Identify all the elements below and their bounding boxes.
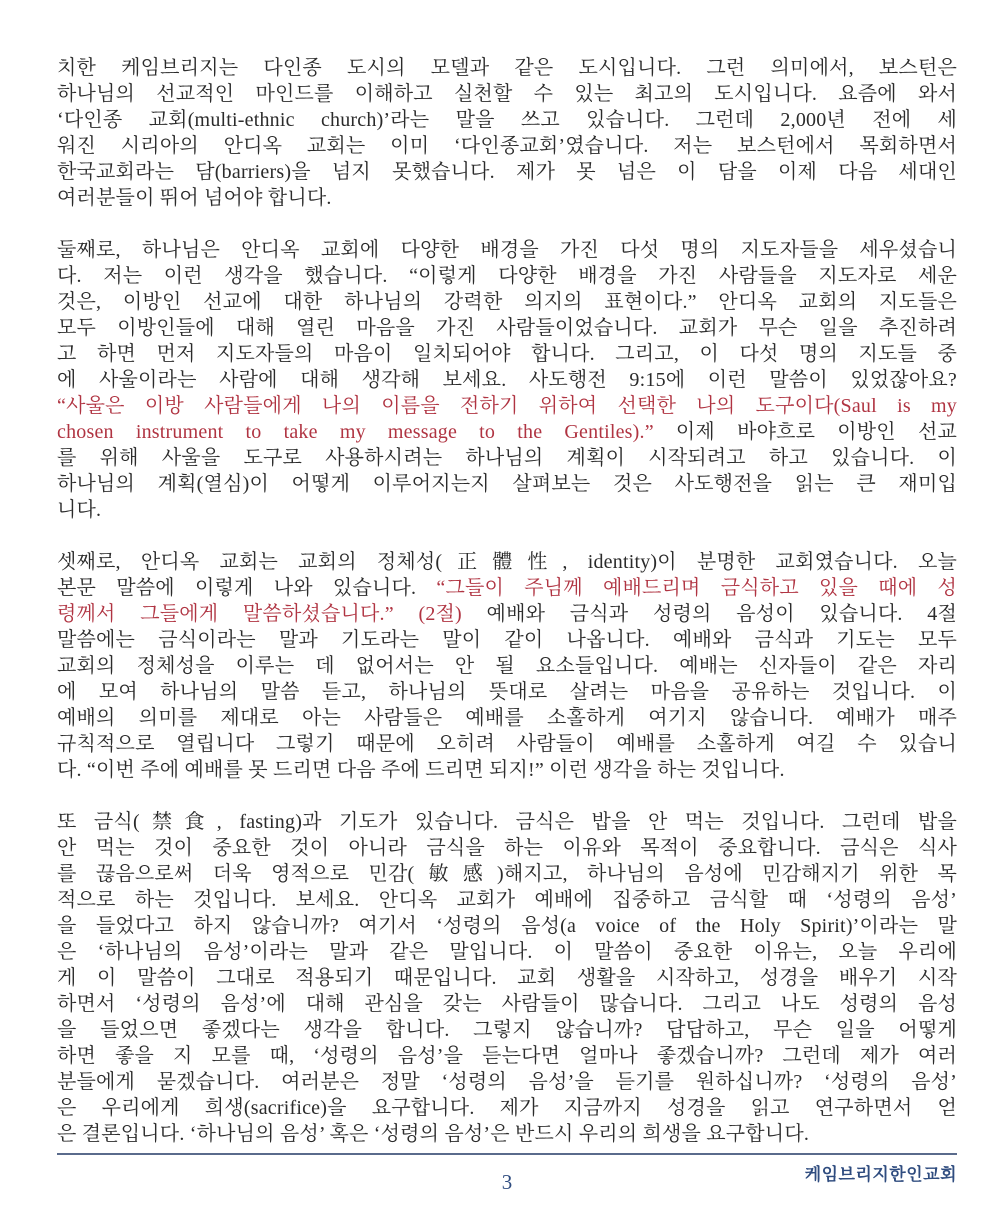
body-text-segment: 를 위해 사울을 도구로 사용하시려는 하나님의 계획이 시작되려고 하고 있습니다. 이 bbox=[57, 447, 957, 469]
body-text-segment: 을 들었으면 좋겠다는 생각을 합니다. 그렇지 않습니까? 답답하고, 무슨 일을 어떻게 bbox=[57, 1019, 957, 1041]
body-text-segment: 에 사울이라는 사람에 대해 생각해 보세요. 사도행전 9:15에 이런 말씀이 있었잖아요? bbox=[57, 369, 957, 391]
body-text-segment: 적으로 하는 것입니다. 보세요. 안디옥 교회가 예배에 집중하고 금식할 때 ‘성령의 음성’ bbox=[57, 889, 957, 911]
body-text-segment: 은 우리에게 희생(sacrifice)을 요구합니다. 제가 지금까지 성경을 읽고 연구하면서 얻 bbox=[57, 1097, 957, 1119]
text-line bbox=[57, 393, 957, 419]
text-line bbox=[57, 809, 957, 835]
body-text-segment: 워진 시리아의 안디옥 교회는 이미 ‘다인종교회’였습니다. 저는 보스턴에서 목회하면서 bbox=[57, 135, 957, 157]
text-line bbox=[57, 575, 957, 601]
body-text-segment: 고 하면 먼저 지도자들의 마음이 일치되어야 합니다. 그리고, 이 다섯 명의 지도들 중 bbox=[57, 343, 957, 365]
text-line bbox=[57, 367, 957, 393]
body-text-segment: 하면서 ‘성령의 음성’에 대해 관심을 갖는 사람들이 많습니다. 그리고 나도 성령의 음성 bbox=[57, 993, 957, 1015]
scripture-quote-text: “그들이 주님께 예배드리며 금식하고 있을 때에 성 bbox=[436, 577, 957, 599]
body-text-segment: 하나님의 선교적인 마인드를 이해하고 실천할 수 있는 최고의 도시입니다. 요즘에 와서 bbox=[57, 83, 957, 105]
body-text-segment: 치한 케임브리지는 다인종 도시의 모델과 같은 도시입니다. 그런 의미에서, 보스턴은 bbox=[57, 57, 957, 79]
body-text-segment: 이제 바야흐로 이방인 선교 bbox=[653, 421, 957, 443]
paragraph bbox=[57, 549, 957, 783]
body-text-segment: 또 금식(禁食, fasting)과 기도가 있습니다. 금식은 밥을 안 먹는 것입니다. 그런데 밥을 bbox=[57, 811, 957, 833]
body-text-segment: 예배의 의미를 제대로 아는 사람들은 예배를 소홀하게 여기지 않습니다. 예배가 매주 bbox=[57, 707, 957, 729]
text-line bbox=[57, 315, 957, 341]
text-line bbox=[57, 991, 957, 1017]
footer-page-number: 3 bbox=[501, 1170, 513, 1194]
text-line bbox=[57, 835, 957, 861]
text-line bbox=[57, 705, 957, 731]
text-line bbox=[57, 159, 957, 185]
text-line bbox=[57, 1069, 957, 1095]
text-line bbox=[57, 653, 957, 679]
body-text-segment: ‘다인종 교회(multi-ethnic church)’라는 말을 쓰고 있습니다. 그런데 2,000년 전에 세 bbox=[57, 109, 957, 131]
body-text-segment: 것은, 이방인 선교에 대한 하나님의 강력한 의지의 표현이다.” 안디옥 교회의 지도들은 bbox=[57, 291, 957, 313]
text-line bbox=[57, 81, 957, 107]
page-footer bbox=[57, 1153, 957, 1203]
text-line bbox=[57, 471, 957, 497]
text-line bbox=[57, 757, 957, 783]
body-text-segment: 셋째로, 안디옥 교회는 교회의 정체성(正體性, identity)이 분명한 교회였습니다. 오늘 bbox=[57, 551, 957, 573]
scripture-quote-text: “사울은 이방 사람들에게 나의 이름을 전하기 위하여 선택한 나의 도구이다(Saul is my bbox=[57, 395, 957, 417]
text-line bbox=[57, 1121, 957, 1147]
text-line bbox=[57, 965, 957, 991]
body-text-segment: 모두 이방인들에 대해 열린 마음을 가진 사람들이었습니다. 교회가 무슨 일을 추진하려 bbox=[57, 317, 957, 339]
text-line bbox=[57, 497, 957, 523]
body-text-segment: 예배와 금식과 성령의 음성이 있습니다. 4절 bbox=[461, 603, 957, 625]
body-text-segment: 하나님의 계획(열심)이 어떻게 이루어지는지 살펴보는 것은 사도행전을 읽는 큰 재미입 bbox=[57, 473, 957, 495]
body-text-segment: 다. 저는 이런 생각을 했습니다. “이렇게 다양한 배경을 가진 사람들을 지도자로 세운 bbox=[57, 265, 957, 287]
body-text-segment: 규칙적으로 열립니다 그렇기 때문에 오히려 사람들이 예배를 소홀하게 여길 수 있습니 bbox=[57, 733, 957, 755]
body-text-segment: 분들에게 묻겠습니다. 여러분은 정말 ‘성령의 음성’을 듣기를 원하십니까? ‘성령의 음성’ bbox=[57, 1071, 957, 1093]
text-line bbox=[57, 1043, 957, 1069]
text-line bbox=[57, 237, 957, 263]
text-line bbox=[57, 913, 957, 939]
text-line bbox=[57, 601, 957, 627]
document-body bbox=[57, 55, 957, 1147]
body-text-segment: 은 결론입니다. ‘하나님의 음성’ 혹은 ‘성령의 음성’은 반드시 우리의 희생을 요구합니다. bbox=[57, 1123, 810, 1145]
body-text-segment: 를 끊음으로써 더욱 영적으로 민감(敏感)해지고, 하나님의 음성에 민감해지기 위한 목 bbox=[57, 863, 957, 885]
scripture-quote-text: chosen instrument to take my message to the Gentiles).” bbox=[57, 421, 654, 443]
text-line bbox=[57, 445, 957, 471]
text-line bbox=[57, 289, 957, 315]
body-text-segment: 안 먹는 것이 중요한 것이 아니라 금식을 하는 이유와 목적이 중요합니다. 금식은 식사 bbox=[57, 837, 957, 859]
text-line bbox=[57, 133, 957, 159]
text-line bbox=[57, 419, 957, 445]
paragraph bbox=[57, 809, 957, 1147]
text-line bbox=[57, 1095, 957, 1121]
text-line bbox=[57, 107, 957, 133]
text-line bbox=[57, 939, 957, 965]
body-text-segment: 말씀에는 금식이라는 말과 기도라는 말이 같이 나옵니다. 예배와 금식과 기도는 모두 bbox=[57, 629, 957, 651]
paragraph bbox=[57, 55, 957, 211]
scripture-quote-text: 령께서 그들에게 말씀하셨습니다.” (2절) bbox=[57, 603, 462, 625]
text-line bbox=[57, 861, 957, 887]
paragraph bbox=[57, 237, 957, 523]
text-line bbox=[57, 1017, 957, 1043]
body-text-segment: 한국교회라는 담(barriers)을 넘지 못했습니다. 제가 못 넘은 이 담을 이제 다음 세대인 bbox=[57, 161, 957, 183]
body-text-segment: 본문 말씀에 이렇게 나와 있습니다. bbox=[57, 577, 437, 599]
body-text-segment: 하면 좋을 지 모를 때, ‘성령의 음성’을 듣는다면 얼마나 좋겠습니까? 그런데 제가 여러 bbox=[57, 1045, 957, 1067]
text-line bbox=[57, 731, 957, 757]
text-line bbox=[57, 341, 957, 367]
text-line bbox=[57, 55, 957, 81]
text-line bbox=[57, 627, 957, 653]
text-line bbox=[57, 185, 957, 211]
text-line bbox=[57, 263, 957, 289]
text-line bbox=[57, 549, 957, 575]
body-text-segment: 을 들었다고 하지 않습니까? 여기서 ‘성령의 음성(a voice of the Holy Spirit)’이라는 말 bbox=[57, 915, 957, 937]
body-text-segment: 게 이 말씀이 그대로 적용되기 때문입니다. 교회 생활을 시작하고, 성경을 배우기 시작 bbox=[57, 967, 957, 989]
text-line bbox=[57, 679, 957, 705]
body-text-segment: 에 모여 하나님의 말씀 듣고, 하나님의 뜻대로 살려는 마음을 공유하는 것입니다. 이 bbox=[57, 681, 957, 703]
body-text-segment: 은 ‘하나님의 음성’이라는 말과 같은 말입니다. 이 말씀이 중요한 이유는, 오늘 우리에 bbox=[57, 941, 957, 963]
text-line bbox=[57, 887, 957, 913]
body-text-segment: 다. “이번 주에 예배를 못 드리면 다음 주에 드리면 되지!” 이런 생각을 하는 것입니다. bbox=[57, 759, 785, 781]
body-text-segment: 둘째로, 하나님은 안디옥 교회에 다양한 배경을 가진 다섯 명의 지도자들을 세우셨습니 bbox=[57, 239, 957, 261]
body-text-segment: 니다. bbox=[57, 499, 102, 521]
footer-church-name: 케임브리지한인교회 bbox=[804, 1165, 957, 1184]
body-text-segment: 교회의 정체성을 이루는 데 없어서는 안 될 요소들입니다. 예배는 신자들이 같은 자리 bbox=[57, 655, 957, 677]
body-text-segment: 여러분들이 뛰어 넘어야 합니다. bbox=[57, 187, 332, 209]
